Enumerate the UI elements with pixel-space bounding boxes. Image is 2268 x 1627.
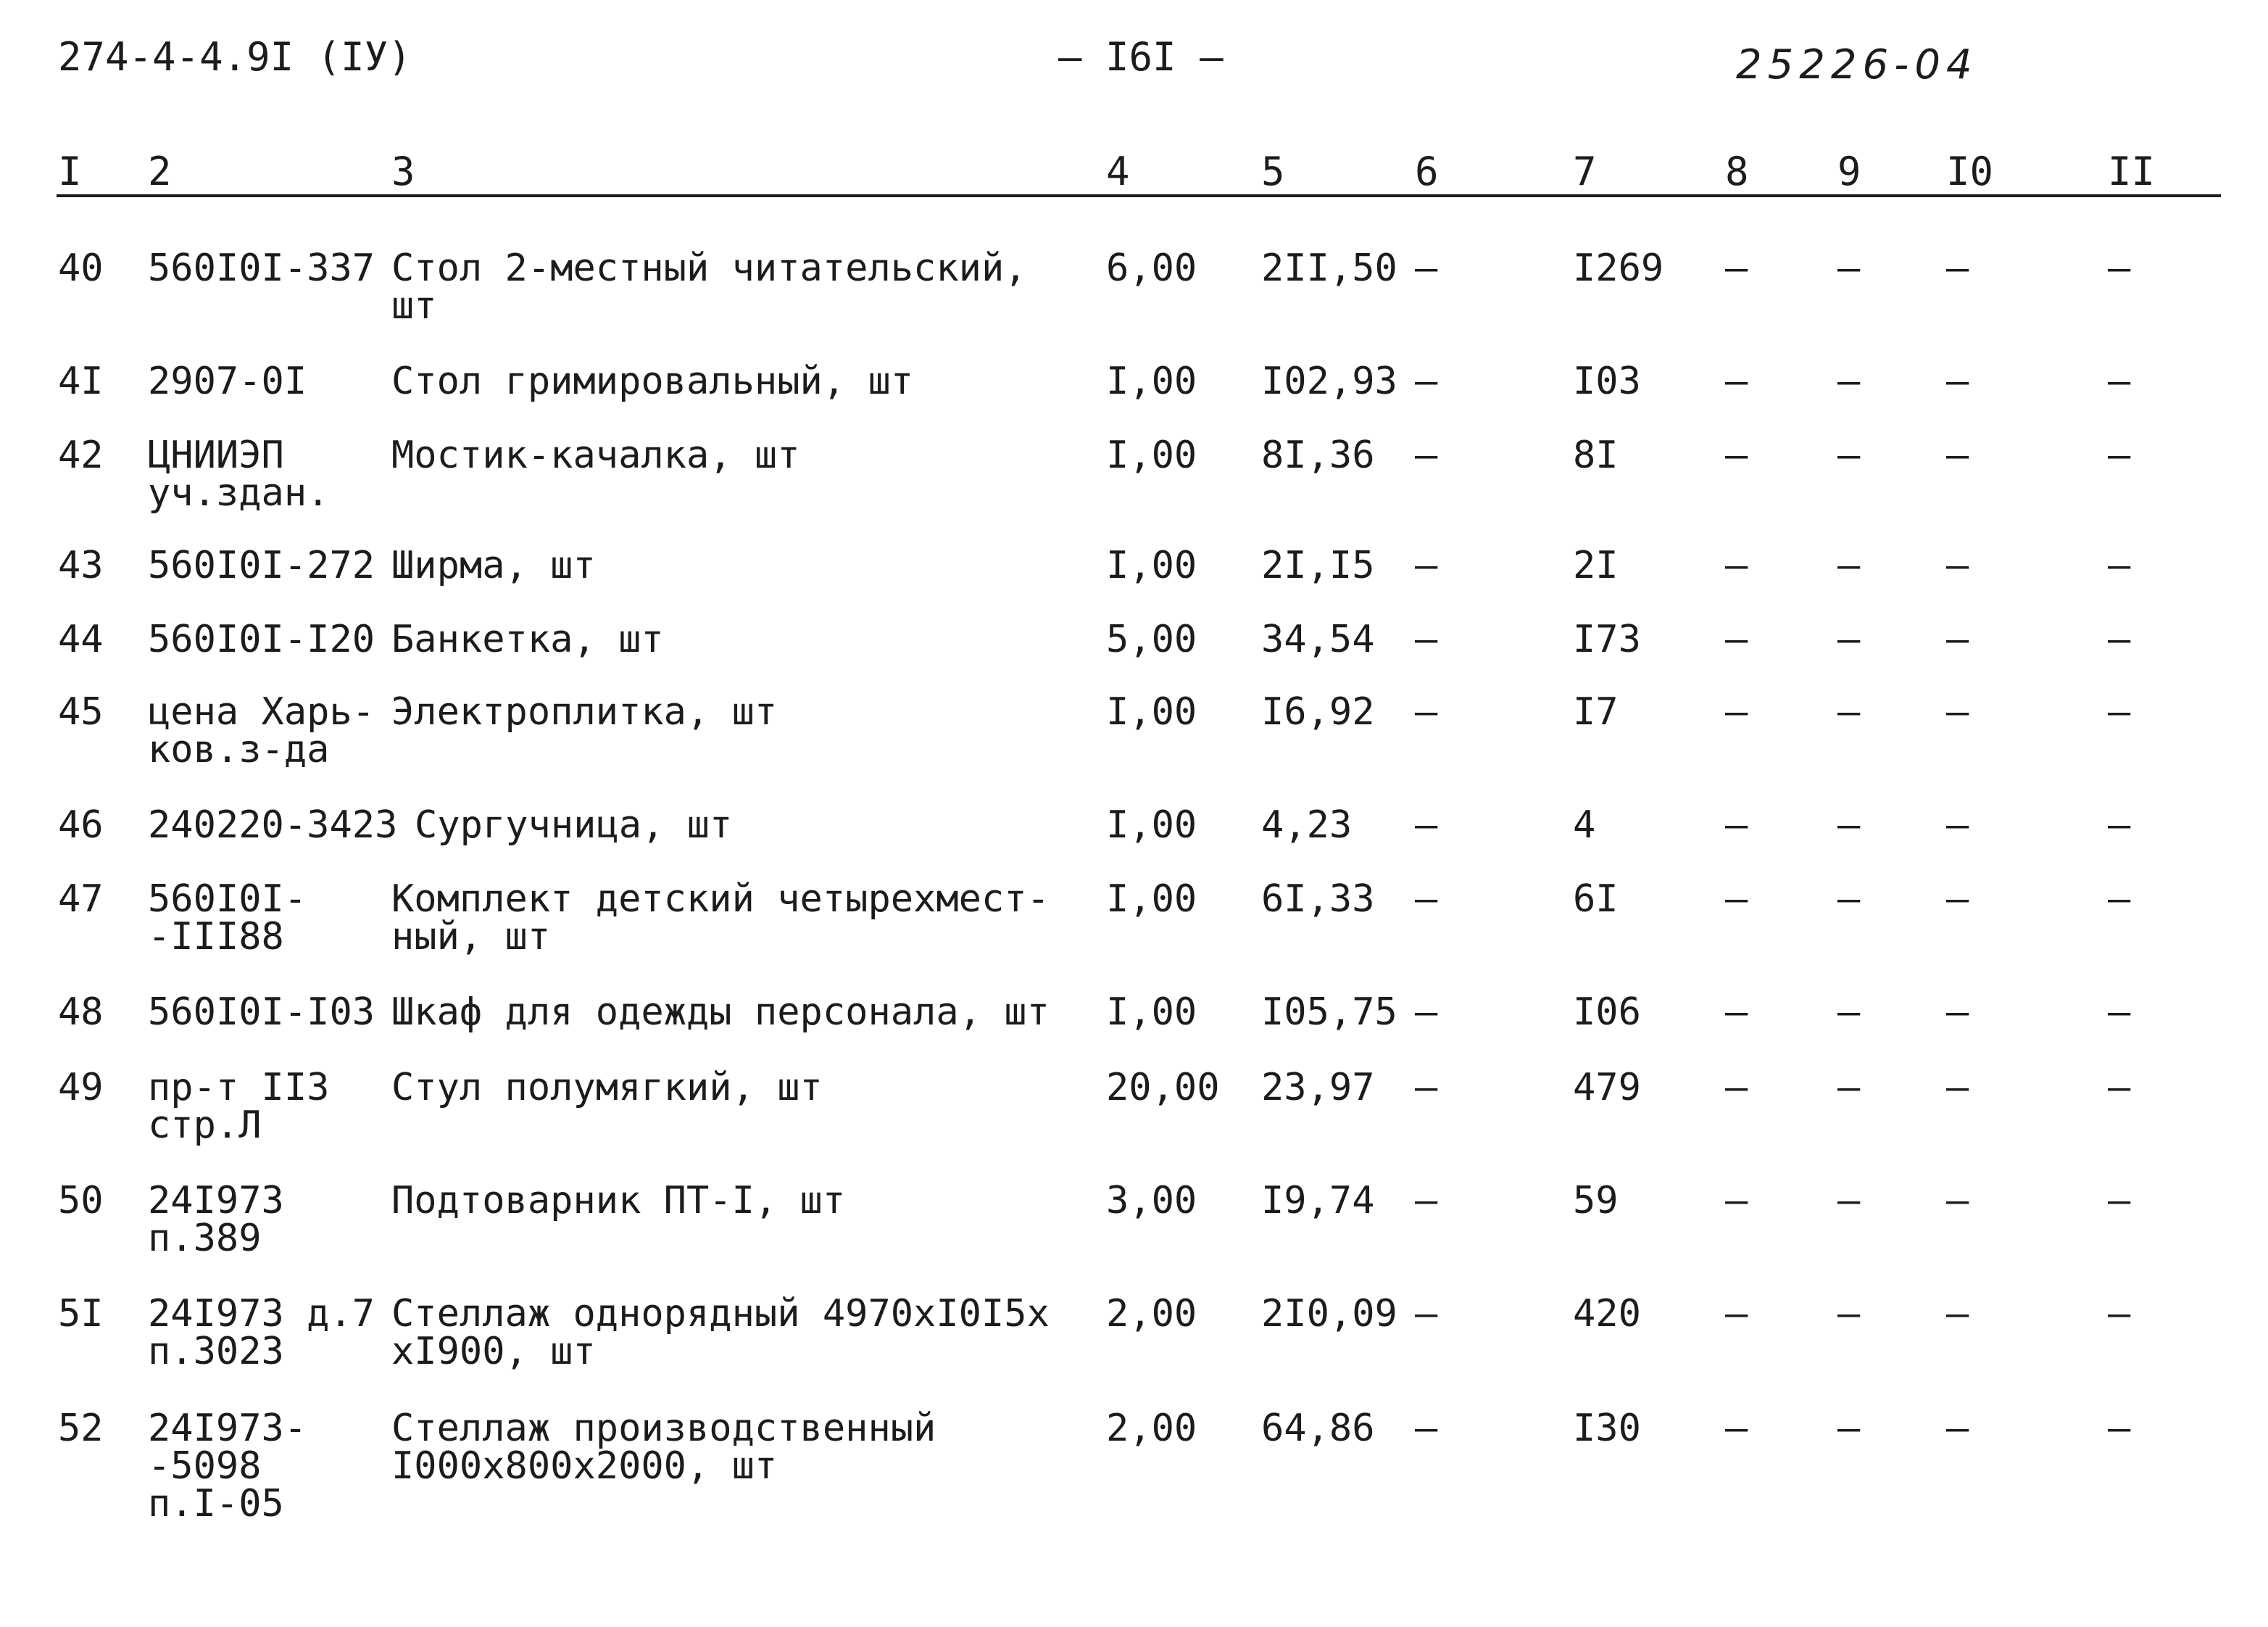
row-quantity: I,00 <box>1106 434 1197 477</box>
header-divider <box>57 194 2221 197</box>
row-code: 560I0I-337 <box>148 247 375 290</box>
row-col10: – <box>1946 990 1969 1034</box>
row-number: 42 <box>58 434 104 477</box>
row-col11: – <box>2108 618 2131 661</box>
row-code: 560I0I- -III88 <box>148 877 307 959</box>
row-col8: – <box>1725 1066 1748 1109</box>
row-name: Стул полумягкий, шт <box>391 1066 823 1109</box>
row-col8: – <box>1725 434 1748 477</box>
row-price: 2I,I5 <box>1261 544 1375 587</box>
row-col10: – <box>1946 1179 1969 1222</box>
row-quantity: 2,00 <box>1106 1292 1197 1336</box>
row-number: 52 <box>58 1407 104 1450</box>
row-col10: – <box>1946 618 1969 661</box>
row-total: I30 <box>1573 1407 1641 1450</box>
row-quantity: 3,00 <box>1106 1179 1197 1222</box>
row-number: 5I <box>58 1292 104 1336</box>
row-price: I02,93 <box>1261 360 1397 403</box>
row-col8: – <box>1725 544 1748 587</box>
row-name: Мостик-качалка, шт <box>391 434 800 477</box>
column-header: 3 <box>391 149 415 194</box>
row-col10: – <box>1946 1292 1969 1336</box>
row-col9: – <box>1837 247 1861 290</box>
row-col9: – <box>1837 877 1861 921</box>
row-col9: – <box>1837 1179 1861 1222</box>
column-header: 9 <box>1837 149 1861 194</box>
row-col11: – <box>2108 1066 2131 1109</box>
row-col9: – <box>1837 544 1861 587</box>
row-name: Комплект детский четырехмест- ный, шт <box>391 877 1050 959</box>
row-number: 40 <box>58 247 104 290</box>
row-col6: – <box>1415 360 1438 403</box>
column-header: 5 <box>1261 149 1285 194</box>
row-col9: – <box>1837 434 1861 477</box>
row-col10: – <box>1946 1066 1969 1109</box>
row-number: 46 <box>58 803 104 847</box>
row-name: Стеллаж однорядный 4970хI0I5х хI900, шт <box>391 1292 1050 1373</box>
row-code: 24I973- -5098 п.I-05 <box>148 1407 307 1525</box>
document-code: 274-4-4.9I (IУ) <box>58 34 412 80</box>
row-name: Подтоварник ПТ-I, шт <box>391 1179 846 1222</box>
row-name: Электроплитка, шт <box>391 690 778 734</box>
column-header: II <box>2108 149 2156 194</box>
row-col6: – <box>1415 1292 1438 1336</box>
row-col6: – <box>1415 877 1438 921</box>
row-col10: – <box>1946 1407 1969 1450</box>
row-total: 420 <box>1573 1292 1641 1336</box>
row-code: 560I0I-I20 <box>148 618 375 661</box>
row-col8: – <box>1725 618 1748 661</box>
row-total: I06 <box>1573 990 1641 1034</box>
row-col11: – <box>2108 690 2131 734</box>
row-price: 8I,36 <box>1261 434 1375 477</box>
row-col11: – <box>2108 360 2131 403</box>
row-price: I05,75 <box>1261 990 1397 1034</box>
row-col10: – <box>1946 803 1969 847</box>
row-code: ЦНИИЭП уч.здан. <box>148 434 330 515</box>
row-col6: – <box>1415 990 1438 1034</box>
row-total: 2I <box>1573 544 1619 587</box>
row-quantity: I,00 <box>1106 690 1197 734</box>
row-code: 2907-0I <box>148 360 307 403</box>
row-col6: – <box>1415 1179 1438 1222</box>
row-price: 2I0,09 <box>1261 1292 1397 1336</box>
row-col9: – <box>1837 803 1861 847</box>
row-total: 4 <box>1573 803 1596 847</box>
row-number: 4I <box>58 360 104 403</box>
row-col11: – <box>2108 803 2131 847</box>
column-header: 2 <box>148 149 172 194</box>
row-number: 44 <box>58 618 104 661</box>
row-price: 34,54 <box>1261 618 1375 661</box>
row-col11: – <box>2108 990 2131 1034</box>
row-col11: – <box>2108 877 2131 921</box>
row-price: I6,92 <box>1261 690 1375 734</box>
row-col8: – <box>1725 360 1748 403</box>
row-col8: – <box>1725 803 1748 847</box>
row-col11: – <box>2108 1407 2131 1450</box>
row-col6: – <box>1415 434 1438 477</box>
row-total: 6I <box>1573 877 1619 921</box>
page-number: – I6I – <box>1058 34 1224 80</box>
row-code: пр-т II3 стр.Л <box>148 1066 330 1147</box>
row-price: I9,74 <box>1261 1179 1375 1222</box>
row-total: 59 <box>1573 1179 1619 1222</box>
row-name: Стол гримировальный, шт <box>391 360 914 403</box>
row-col9: – <box>1837 690 1861 734</box>
row-col9: – <box>1837 990 1861 1034</box>
row-col6: – <box>1415 1407 1438 1450</box>
row-price: 4,23 <box>1261 803 1353 847</box>
column-header: I0 <box>1946 149 1994 194</box>
row-col11: – <box>2108 544 2131 587</box>
row-col6: – <box>1415 544 1438 587</box>
row-quantity: 2,00 <box>1106 1407 1197 1450</box>
row-col8: – <box>1725 247 1748 290</box>
column-header: I <box>58 149 82 194</box>
row-col8: – <box>1725 1179 1748 1222</box>
row-col6: – <box>1415 690 1438 734</box>
row-col9: – <box>1837 1066 1861 1109</box>
inventory-number: 25226-04 <box>1736 41 1978 88</box>
row-col11: – <box>2108 1292 2131 1336</box>
row-code: 560I0I-I03 <box>148 990 375 1034</box>
row-total: 8I <box>1573 434 1619 477</box>
row-col10: – <box>1946 690 1969 734</box>
row-total: I03 <box>1573 360 1641 403</box>
row-number: 50 <box>58 1179 104 1222</box>
row-col10: – <box>1946 544 1969 587</box>
column-header: 4 <box>1106 149 1130 194</box>
row-price: 6I,33 <box>1261 877 1375 921</box>
row-quantity: 20,00 <box>1106 1066 1220 1109</box>
row-number: 48 <box>58 990 104 1034</box>
row-code: 560I0I-272 <box>148 544 375 587</box>
row-number: 45 <box>58 690 104 734</box>
row-price: 23,97 <box>1261 1066 1375 1109</box>
row-name: Шкаф для одежды персонала, шт <box>391 990 1050 1034</box>
row-col11: – <box>2108 434 2131 477</box>
row-col6: – <box>1415 803 1438 847</box>
row-quantity: I,00 <box>1106 877 1197 921</box>
row-name: Стол 2-местный читательский, шт <box>391 247 1027 328</box>
row-name: Стеллаж производственный I000х800х2000, шт <box>391 1407 936 1488</box>
row-code: 24I973 д.7 п.3023 <box>148 1292 375 1373</box>
row-quantity: I,00 <box>1106 360 1197 403</box>
row-col11: – <box>2108 1179 2131 1222</box>
row-col9: – <box>1837 360 1861 403</box>
row-col9: – <box>1837 618 1861 661</box>
row-code: цена Харь- ков.з-да <box>148 690 375 771</box>
row-total: I73 <box>1573 618 1641 661</box>
row-col8: – <box>1725 690 1748 734</box>
row-col9: – <box>1837 1292 1861 1336</box>
row-col6: – <box>1415 247 1438 290</box>
row-total: I269 <box>1573 247 1664 290</box>
row-col10: – <box>1946 360 1969 403</box>
row-col10: – <box>1946 247 1969 290</box>
row-number: 43 <box>58 544 104 587</box>
row-col8: – <box>1725 1292 1748 1336</box>
row-number: 47 <box>58 877 104 921</box>
row-col8: – <box>1725 877 1748 921</box>
row-name: Сургучница, шт <box>415 803 733 847</box>
row-col10: – <box>1946 434 1969 477</box>
row-total: 479 <box>1573 1066 1641 1109</box>
column-header: 8 <box>1725 149 1749 194</box>
row-col8: – <box>1725 990 1748 1034</box>
row-name: Ширма, шт <box>391 544 596 587</box>
row-price: 2II,50 <box>1261 247 1397 290</box>
column-header: 7 <box>1573 149 1597 194</box>
row-quantity: I,00 <box>1106 544 1197 587</box>
row-col10: – <box>1946 877 1969 921</box>
row-col9: – <box>1837 1407 1861 1450</box>
row-price: 64,86 <box>1261 1407 1375 1450</box>
row-col8: – <box>1725 1407 1748 1450</box>
row-quantity: 5,00 <box>1106 618 1197 661</box>
row-code: 240220-3423 <box>148 803 398 847</box>
row-name: Банкетка, шт <box>391 618 664 661</box>
row-quantity: 6,00 <box>1106 247 1197 290</box>
row-quantity: I,00 <box>1106 803 1197 847</box>
row-number: 49 <box>58 1066 104 1109</box>
column-header: 6 <box>1415 149 1439 194</box>
row-total: I7 <box>1573 690 1619 734</box>
row-quantity: I,00 <box>1106 990 1197 1034</box>
row-col11: – <box>2108 247 2131 290</box>
row-col6: – <box>1415 1066 1438 1109</box>
row-col6: – <box>1415 618 1438 661</box>
row-code: 24I973 п.389 <box>148 1179 284 1260</box>
